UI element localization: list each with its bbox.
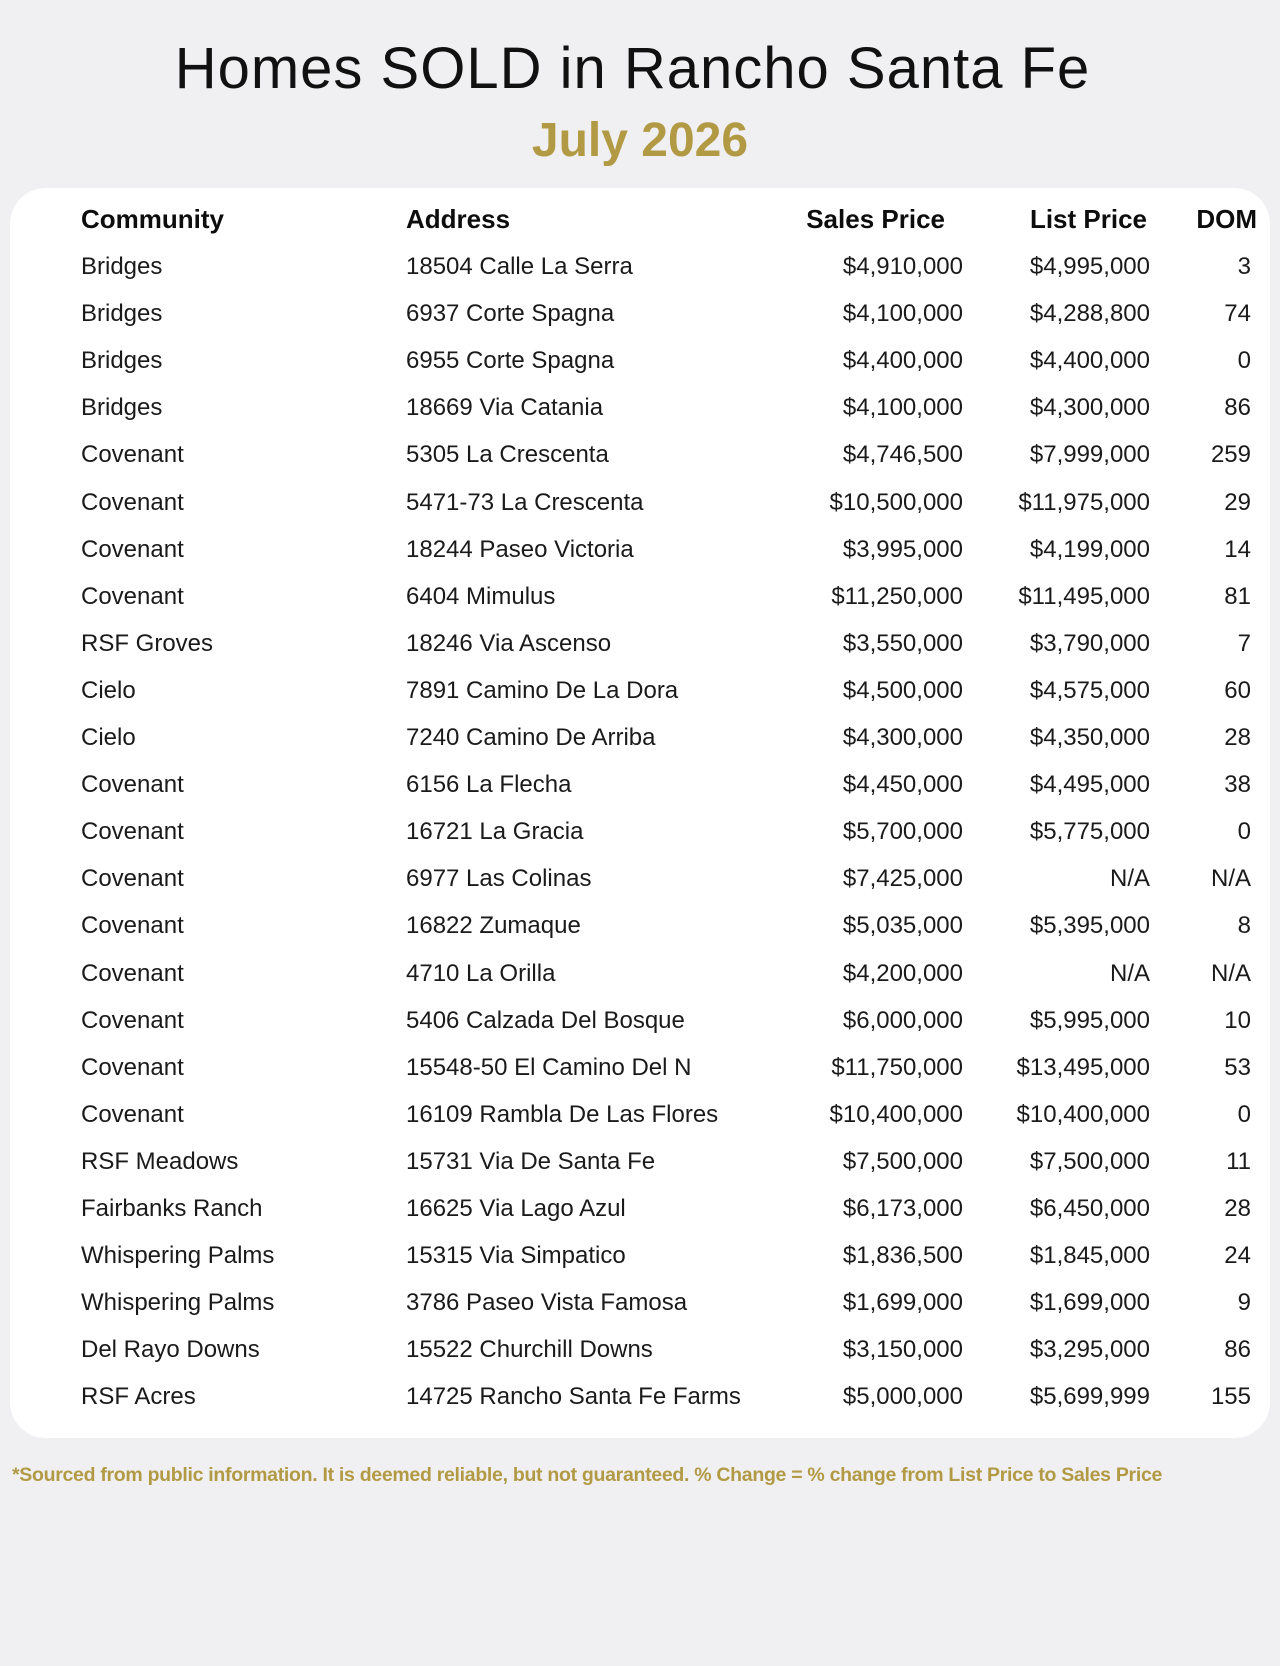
cell-address: 15315 Via Simpatico: [406, 1242, 626, 1270]
table-row: [10, 1279, 1270, 1326]
cell-community: Covenant: [81, 912, 184, 940]
cell-address: 16822 Zumaque: [406, 912, 581, 940]
cell-dom: N/A: [1210, 959, 1251, 987]
cell-community: Covenant: [81, 488, 184, 516]
cell-sales-price: $3,995,000: [842, 535, 963, 563]
cell-community: Whispering Palms: [81, 1289, 275, 1317]
cell-list-price: $4,995,000: [1029, 253, 1150, 280]
cell-community: Cielo: [81, 676, 136, 704]
cell-address: 16721 La Gracia: [406, 818, 584, 846]
cell-community: Covenant: [81, 1100, 184, 1128]
cell-sales-price: $7,500,000: [842, 1147, 963, 1175]
table-row: [10, 620, 1270, 667]
cell-community: Bridges: [81, 253, 163, 280]
column-header-sales-price: Sales Price: [806, 204, 945, 234]
cell-list-price: $4,199,000: [1029, 535, 1150, 563]
cell-address: 16109 Rambla De Las Flores: [406, 1100, 719, 1128]
table-row: [10, 1091, 1270, 1138]
cell-community: Covenant: [81, 865, 184, 893]
cell-address: 6955 Corte Spagna: [406, 347, 615, 375]
cell-address: 6937 Corte Spagna: [406, 300, 615, 328]
cell-sales-price: $6,173,000: [842, 1195, 963, 1222]
cell-dom: 74: [1224, 300, 1251, 328]
cell-list-price: $7,999,000: [1029, 441, 1150, 469]
cell-list-price: $1,699,000: [1029, 1289, 1150, 1317]
cell-sales-price: $5,700,000: [842, 818, 963, 846]
cell-list-price: N/A: [1109, 865, 1150, 893]
cell-community: Bridges: [81, 394, 163, 422]
cell-sales-price: $4,300,000: [842, 724, 963, 751]
table-row: [10, 667, 1270, 714]
cell-sales-price: $5,000,000: [842, 1383, 963, 1411]
page-subtitle: July 2026: [531, 114, 749, 167]
cell-sales-price: $4,500,000: [842, 676, 963, 704]
column-header-community: Community: [81, 204, 224, 234]
cell-community: Covenant: [81, 1006, 184, 1034]
cell-address: 5406 Calzada Del Bosque: [406, 1006, 685, 1034]
cell-dom: 29: [1224, 488, 1251, 516]
cell-dom: 11: [1226, 1147, 1251, 1175]
cell-sales-price: $5,035,000: [842, 912, 963, 940]
cell-address: 5471-73 La Crescenta: [406, 488, 644, 516]
cell-dom: 60: [1224, 676, 1251, 704]
cell-address: 16625 Via Lago Azul: [406, 1195, 626, 1222]
table-row: [10, 290, 1270, 337]
table-row: [10, 1326, 1270, 1373]
table-row: [10, 1185, 1270, 1232]
cell-list-price: $5,699,999: [1029, 1383, 1150, 1411]
cell-community: Covenant: [81, 771, 184, 799]
cell-community: Bridges: [81, 347, 163, 375]
cell-address: 18504 Calle La Serra: [406, 253, 633, 280]
column-header-list-price: List Price: [1029, 204, 1147, 234]
cell-dom: 3: [1237, 253, 1251, 280]
cell-address: 18669 Via Catania: [406, 394, 604, 422]
table-row: [10, 479, 1270, 526]
table-row: [10, 1138, 1270, 1185]
cell-community: Fairbanks Ranch: [81, 1195, 263, 1222]
source-footnote: *Sourced from public information. It is deemed reliable, but not guaranteed. % Change = % change from List Price to Sales Price: [12, 1464, 1163, 1486]
cell-sales-price: $1,836,500: [842, 1242, 963, 1270]
table-row: [10, 808, 1270, 855]
cell-sales-price: $4,450,000: [842, 771, 963, 799]
cell-address: 6977 Las Colinas: [406, 865, 592, 893]
cell-dom: 28: [1224, 724, 1251, 751]
table-row: [10, 337, 1270, 384]
cell-community: Covenant: [81, 535, 184, 563]
cell-sales-price: $11,250,000: [831, 582, 963, 610]
sales-table-card: [10, 188, 1270, 1438]
cell-list-price: $3,790,000: [1029, 629, 1150, 657]
cell-list-price: $13,495,000: [1016, 1053, 1150, 1081]
column-header-dom: DOM: [1196, 204, 1257, 234]
cell-address: 18244 Paseo Victoria: [406, 535, 634, 563]
cell-dom: 0: [1237, 1100, 1251, 1128]
cell-sales-price: $4,746,500: [842, 441, 963, 469]
cell-community: Covenant: [81, 1053, 184, 1081]
cell-dom: 14: [1224, 535, 1251, 563]
table-row: [10, 997, 1270, 1044]
table-row: [10, 384, 1270, 431]
table-row: [10, 243, 1270, 290]
cell-community: Whispering Palms: [81, 1242, 275, 1270]
cell-address: 7891 Camino De La Dora: [406, 676, 679, 704]
cell-address: 18246 Via Ascenso: [406, 629, 612, 657]
cell-address: 15548-50 El Camino Del N: [406, 1053, 692, 1081]
table-row: [10, 1044, 1270, 1091]
cell-dom: N/A: [1210, 865, 1251, 893]
table-row: [10, 1232, 1270, 1279]
cell-dom: 38: [1224, 771, 1251, 799]
cell-sales-price: $4,100,000: [842, 300, 963, 328]
table-row: [10, 1373, 1270, 1420]
cell-dom: 86: [1224, 1336, 1251, 1364]
cell-address: 5305 La Crescenta: [406, 441, 609, 469]
cell-sales-price: $7,425,000: [842, 865, 963, 893]
cell-community: Covenant: [81, 818, 184, 846]
cell-community: RSF Groves: [81, 629, 214, 657]
cell-address: 6404 Mimulus: [406, 582, 556, 610]
cell-dom: 0: [1237, 347, 1251, 375]
cell-community: RSF Acres: [81, 1383, 196, 1411]
table-row: [10, 855, 1270, 902]
cell-community: Covenant: [81, 959, 184, 987]
column-header-address: Address: [406, 204, 511, 234]
cell-sales-price: $3,150,000: [842, 1336, 963, 1364]
cell-list-price: $5,775,000: [1029, 818, 1150, 846]
cell-community: RSF Meadows: [81, 1147, 239, 1175]
cell-list-price: $4,288,800: [1029, 300, 1150, 328]
cell-community: Cielo: [81, 724, 136, 751]
cell-list-price: $4,300,000: [1029, 394, 1150, 422]
cell-list-price: $10,400,000: [1016, 1100, 1150, 1128]
cell-dom: 7: [1237, 629, 1251, 657]
cell-list-price: $4,400,000: [1029, 347, 1150, 375]
table-row: [10, 573, 1270, 620]
cell-address: 14725 Rancho Santa Fe Farms: [406, 1383, 741, 1411]
cell-list-price: N/A: [1109, 959, 1150, 987]
cell-dom: 0: [1237, 818, 1251, 846]
cell-dom: 24: [1224, 1242, 1251, 1270]
cell-address: 15522 Churchill Downs: [406, 1336, 653, 1364]
cell-list-price: $1,845,000: [1029, 1242, 1150, 1270]
cell-sales-price: $10,400,000: [829, 1100, 963, 1128]
cell-dom: 155: [1210, 1383, 1251, 1411]
cell-dom: 53: [1224, 1053, 1251, 1081]
cell-dom: 86: [1224, 394, 1251, 422]
cell-community: Del Rayo Downs: [81, 1336, 260, 1364]
cell-dom: 10: [1224, 1006, 1251, 1034]
cell-list-price: $4,350,000: [1029, 724, 1150, 751]
cell-list-price: $3,295,000: [1029, 1336, 1150, 1364]
table-row: [10, 431, 1270, 478]
cell-list-price: $5,395,000: [1029, 912, 1150, 940]
cell-sales-price: $10,500,000: [829, 488, 963, 516]
cell-list-price: $4,575,000: [1029, 676, 1150, 704]
cell-list-price: $5,995,000: [1029, 1006, 1150, 1034]
cell-list-price: $7,500,000: [1029, 1147, 1150, 1175]
cell-sales-price: $4,200,000: [842, 959, 963, 987]
cell-dom: 28: [1224, 1195, 1251, 1222]
cell-sales-price: $11,750,000: [831, 1053, 963, 1081]
cell-list-price: $11,975,000: [1018, 488, 1150, 516]
cell-address: 3786 Paseo Vista Famosa: [406, 1289, 688, 1317]
table-header-row: [10, 196, 1270, 243]
table-row: [10, 950, 1270, 997]
page-title: Homes SOLD in Rancho Santa Fe: [174, 36, 1091, 101]
cell-sales-price: $3,550,000: [842, 629, 963, 657]
cell-community: Covenant: [81, 441, 184, 469]
cell-address: 6156 La Flecha: [406, 771, 572, 799]
cell-sales-price: $4,400,000: [842, 347, 963, 375]
table-row: [10, 761, 1270, 808]
cell-list-price: $4,495,000: [1029, 771, 1150, 799]
cell-dom: 9: [1237, 1289, 1251, 1317]
cell-address: 4710 La Orilla: [406, 959, 556, 987]
cell-sales-price: $4,910,000: [842, 253, 963, 280]
cell-list-price: $11,495,000: [1018, 582, 1150, 610]
cell-sales-price: $4,100,000: [842, 394, 963, 422]
table-row: [10, 526, 1270, 573]
cell-dom: 259: [1210, 441, 1251, 469]
table-row: [10, 714, 1270, 761]
cell-dom: 8: [1237, 912, 1251, 940]
cell-dom: 81: [1224, 582, 1251, 610]
table-row: [10, 902, 1270, 949]
cell-address: 15731 Via De Santa Fe: [406, 1147, 656, 1175]
cell-community: Bridges: [81, 300, 163, 328]
cell-sales-price: $1,699,000: [842, 1289, 963, 1317]
cell-address: 7240 Camino De Arriba: [406, 724, 656, 751]
cell-sales-price: $6,000,000: [842, 1006, 963, 1034]
cell-list-price: $6,450,000: [1029, 1195, 1150, 1222]
cell-community: Covenant: [81, 582, 184, 610]
